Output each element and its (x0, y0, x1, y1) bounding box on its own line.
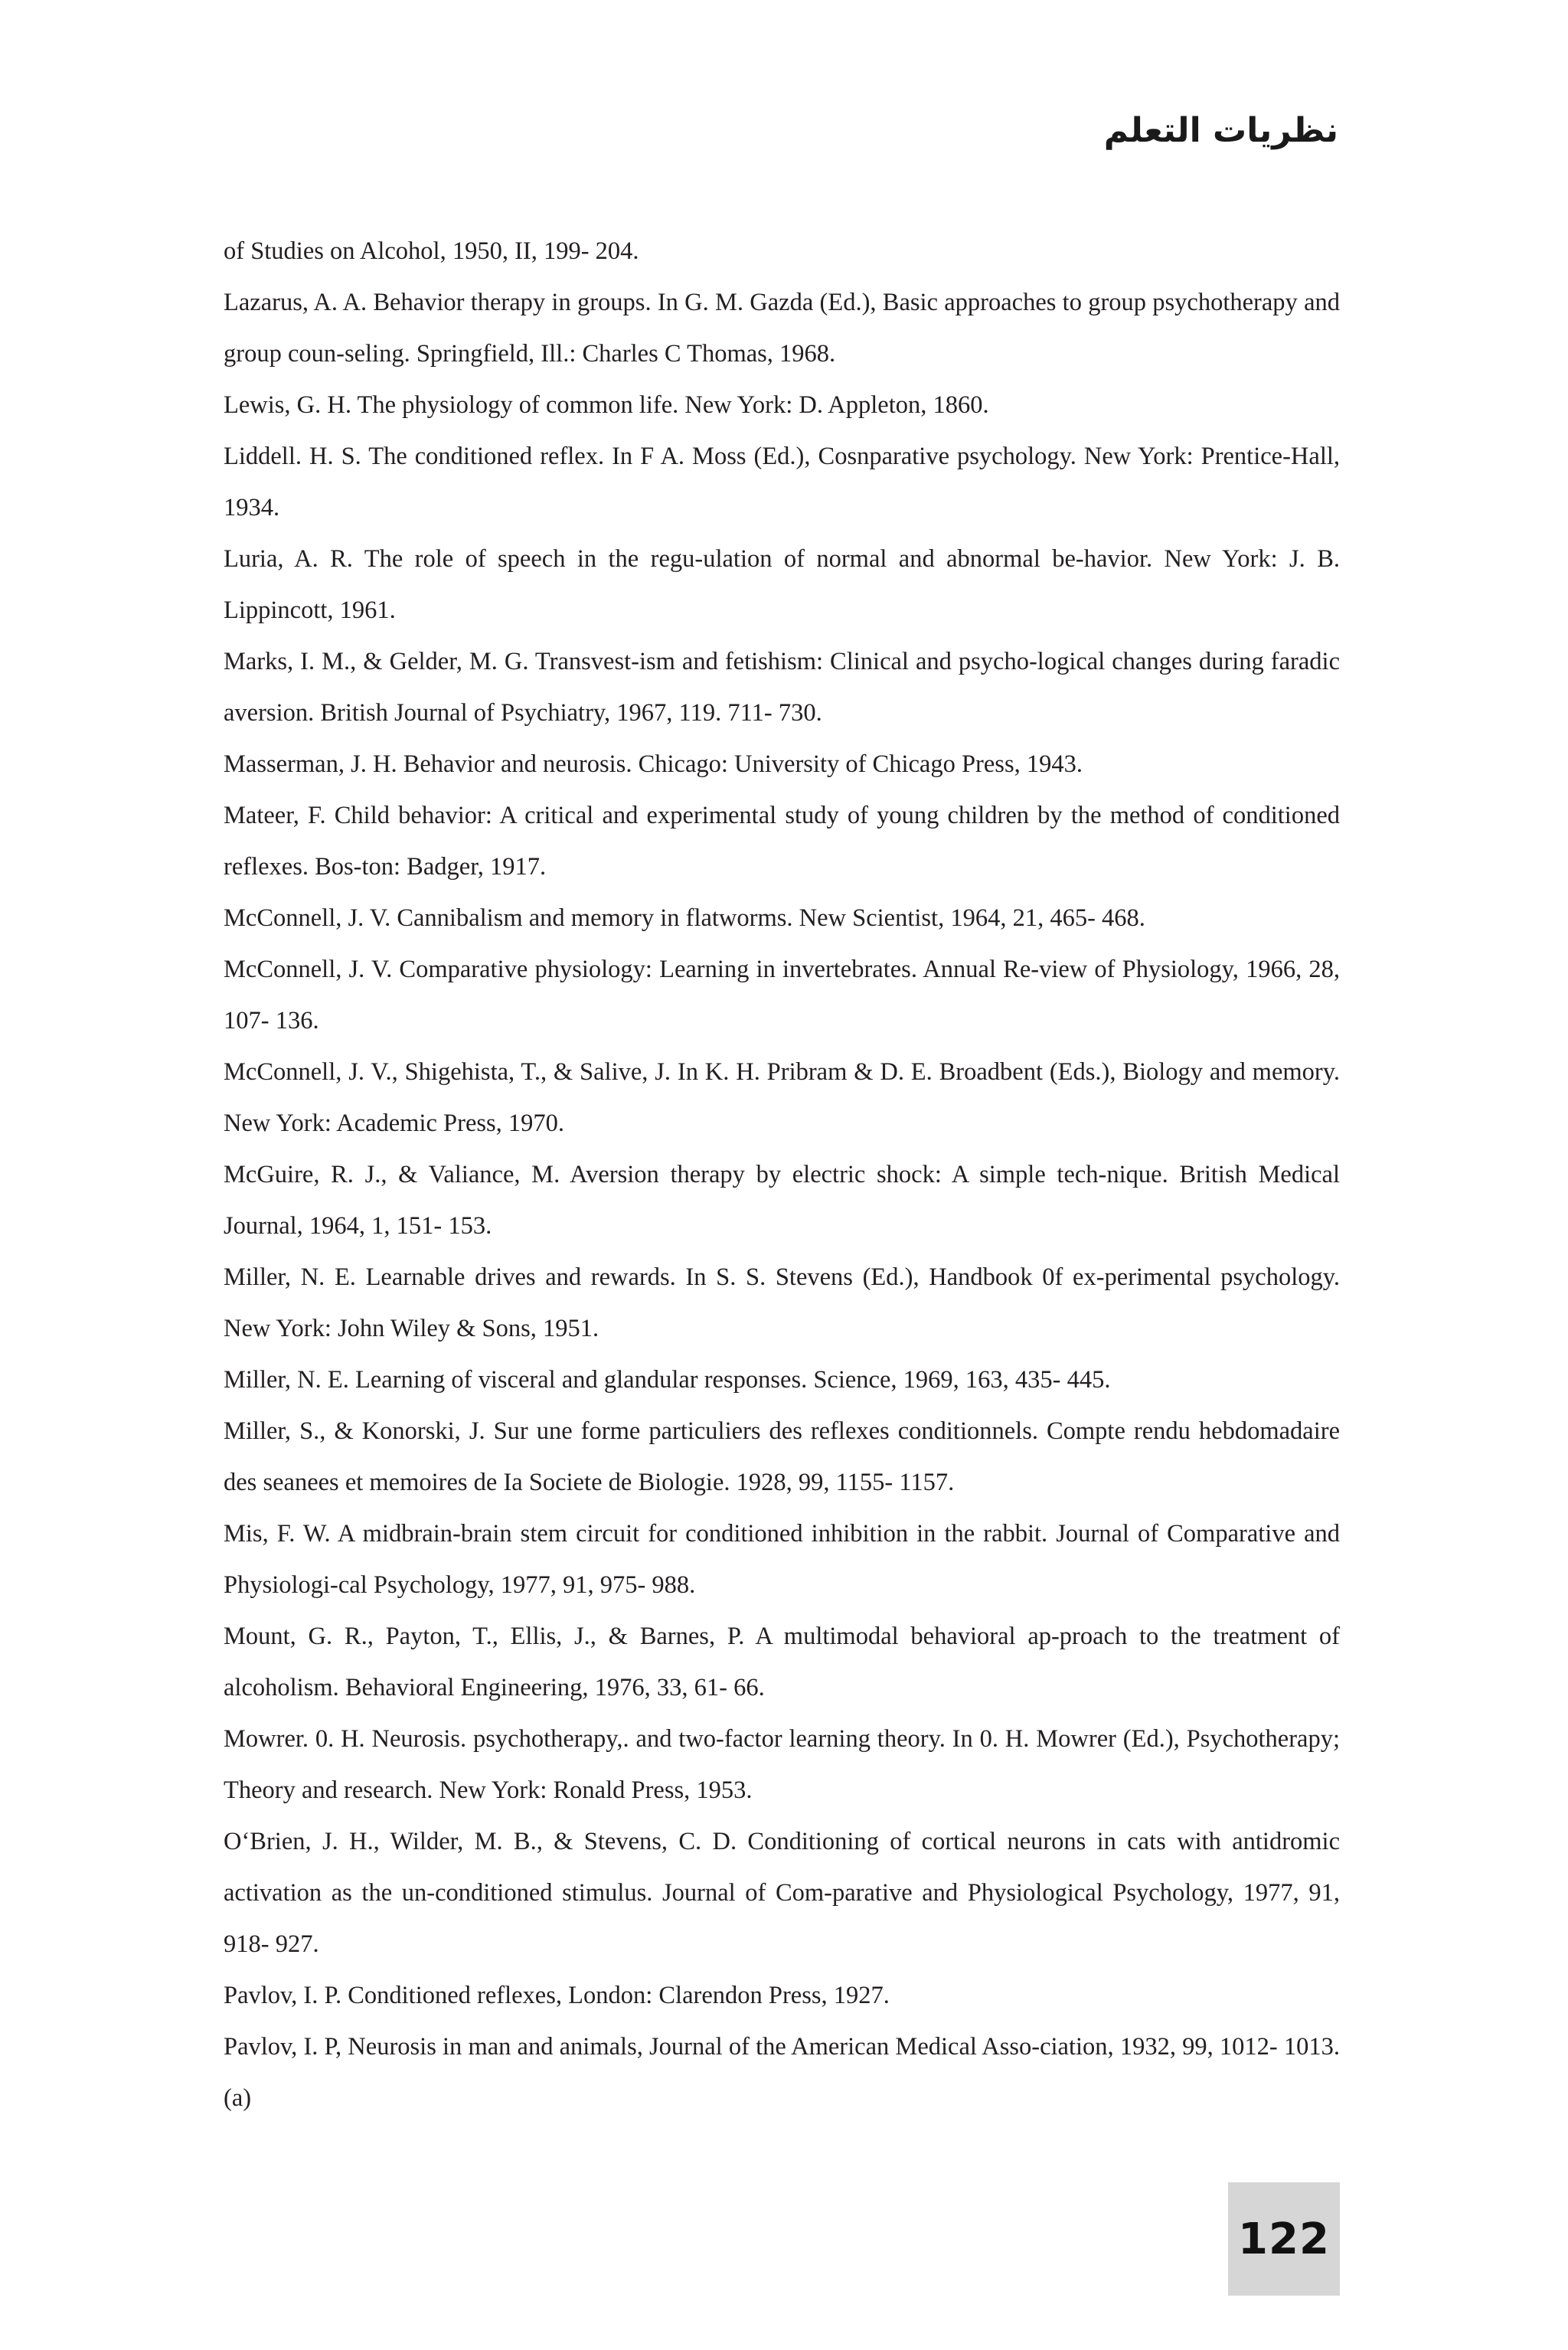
reference-entry: Miller, N. E. Learning of visceral and glandular responses. Science, 1969, 163, 435- 445. (224, 1366, 1111, 1394)
reference-entry: Mount, G. R., Payton, T., Ellis, J., & Barnes, P. A multimodal behavioral ap-proach to the treatment of alcoholism. Behavioral Engineering, 1976, 33, 61- 66. (224, 1623, 1340, 1701)
reference-entry: Miller, N. E. Learnable drives and rewards. In S. S. Stevens (Ed.), Handbook 0f ex-perimental psychology. New York: John Wiley & Sons, 1951. (224, 1263, 1340, 1342)
page-number: 122 (1238, 2214, 1330, 2264)
reference-list (224, 226, 1340, 2124)
reference-entry: McConnell, J. V. Comparative physiology: Learning in invertebrates. Annual Re-view of Physiology, 1966, 28, 107- 136. (224, 956, 1340, 1034)
reference-entry: O‘Brien, J. H., Wilder, M. B., & Stevens, C. D. Conditioning of cortical neurons in cats with antidromic activation as the un-conditioned stimulus. Journal of Com-parative and Physiological Psychology, 1977, 91, 918- 927. (224, 1828, 1340, 1958)
reference-entry: Mateer, F. Child behavior: A critical and experimental study of young children by the method of conditioned reflexes. Bos-ton: Badger, 1917. (224, 802, 1340, 881)
reference-entry: Pavlov, I. P. Conditioned reflexes, London: Clarendon Press, 1927. (224, 1982, 890, 2009)
page-number-box (1228, 2182, 1340, 2296)
reference-entry: McConnell, J. V. Cannibalism and memory in flatworms. New Scientist, 1964, 21, 465- 468. (224, 904, 1145, 932)
reference-entry: Lewis, G. H. The physiology of common life. New York: D. Appleton, 1860. (224, 391, 989, 419)
reference-entry: Pavlov, I. P, Neurosis in man and animals, Journal of the American Medical Asso-ciation, 1932, 99, 1012- 1013. (a) (224, 2033, 1340, 2112)
reference-entry: Masserman, J. H. Behavior and neurosis. Chicago: University of Chicago Press, 1943. (224, 750, 1083, 778)
reference-entry: of Studies on Alcohol, 1950, II, 199- 204. (224, 237, 639, 265)
reference-entry: Luria, A. R. The role of speech in the regu-ulation of normal and abnormal be-havior. New York: J. B. Lippincott, 1961. (224, 545, 1340, 624)
reference-entry: Mis, F. W. A midbrain-brain stem circuit for conditioned inhibition in the rabbit. Journal of Comparative and Physiologi-cal Psychology, 1977, 91, 975- 988. (224, 1520, 1340, 1599)
reference-entry: Mowrer. 0. H. Neurosis. psychotherapy,. and two-factor learning theory. In 0. H. Mowrer (Ed.), Psychotherapy; Theory and research. New York: Ronald Press, 1953. (224, 1725, 1340, 1804)
reference-entry: McConnell, J. V., Shigehista, T., & Salive, J. In K. H. Pribram & D. E. Broadbent (Eds.), Biology and memory. New York: Academic Press, 1970. (224, 1058, 1340, 1137)
reference-entry: Marks, I. M., & Gelder, M. G. Transvest-ism and fetishism: Clinical and psycho-logical changes during faradic aversion. British Journal of Psychiatry, 1967, 119. 711- 730. (224, 648, 1340, 727)
reference-entry: Lazarus, A. A. Behavior therapy in groups. In G. M. Gazda (Ed.), Basic approaches to group psychotherapy and group coun-seling. Springfield, Ill.: Charles C Thomas, 1968. (224, 289, 1340, 368)
reference-entry: Liddell. H. S. The conditioned reflex. In F A. Moss (Ed.), Cosnparative psychology. New York: Prentice-Hall, 1934. (224, 443, 1340, 521)
reference-entry: Miller, S., & Konorski, J. Sur une forme particuliers des reflexes conditionnels. Compte rendu hebdomadaire des seanees et memoires de Ia Societe de Biologie. 1928, 99, 1155- 1157. (224, 1417, 1340, 1496)
page-header-title: نظريات التعلم (1103, 111, 1338, 150)
reference-entry: McGuire, R. J., & Valiance, M. Aversion therapy by electric shock: A simple tech-nique. British Medical Journal, 1964, 1, 151- 153. (224, 1161, 1340, 1240)
